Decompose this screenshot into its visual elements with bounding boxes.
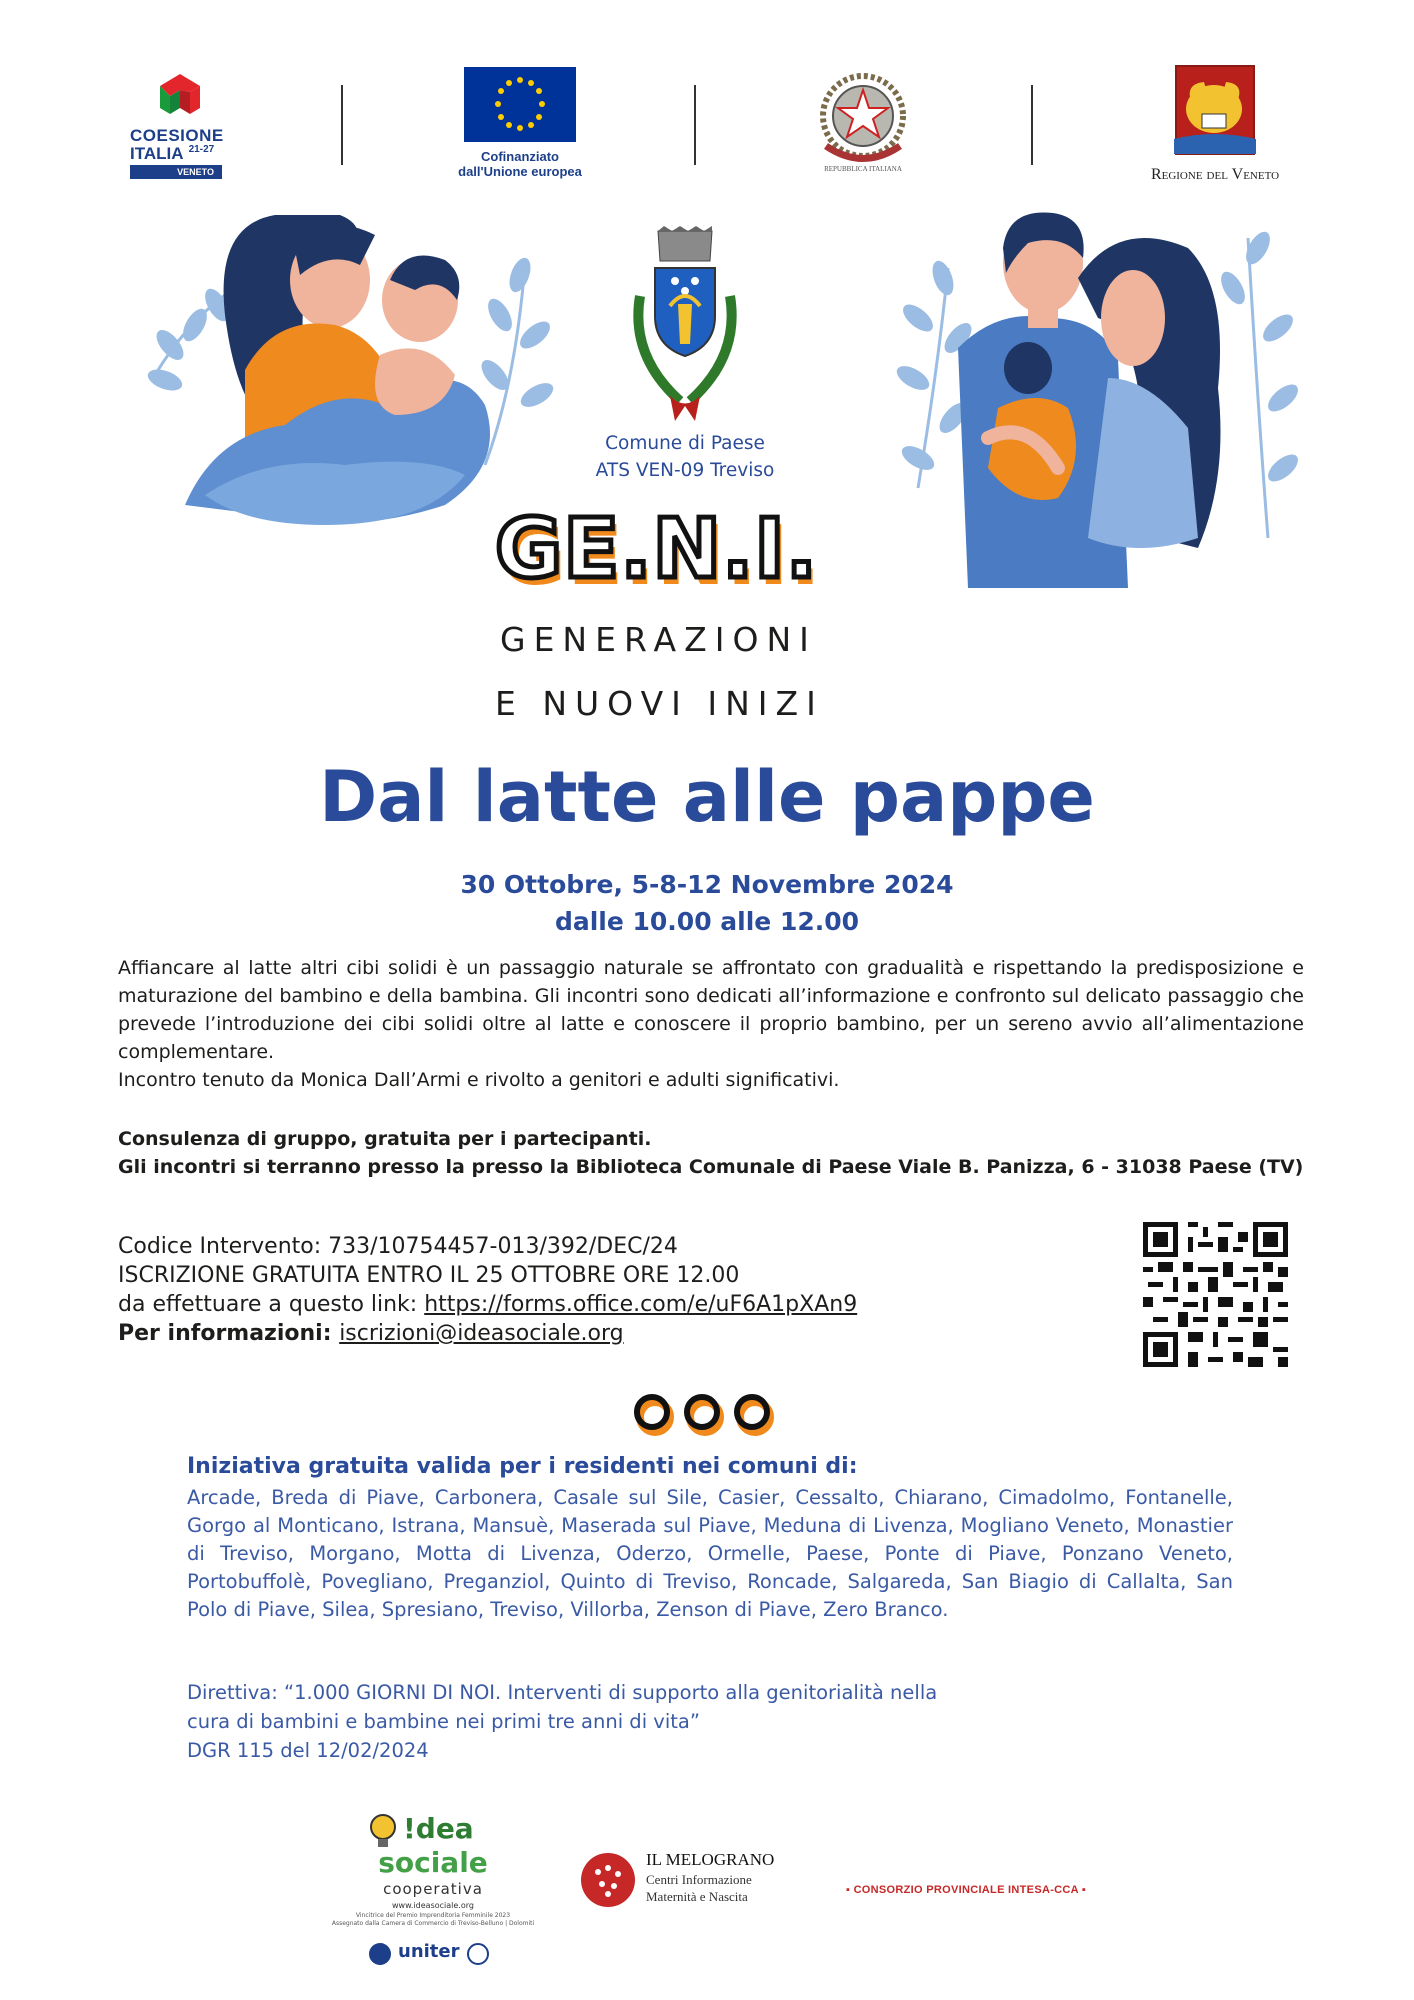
directive-line1: Direttiva: “1.000 GIORNI DI NOI. Interventi di supporto alla genitorialità nella xyxy=(187,1681,938,1704)
consorzio-mark-icon: ▪ xyxy=(846,1884,851,1896)
header-separator xyxy=(1031,85,1033,165)
mother-baby-illustration xyxy=(125,205,565,540)
link-line: da effettuare a questo link: https://forms.office.com/e/uF6A1pXAn9 xyxy=(118,1292,858,1317)
description xyxy=(118,954,1304,1094)
info-email-link[interactable]: iscrizioni@ideasociale.org xyxy=(339,1321,624,1346)
consorzio-logo xyxy=(846,1884,1116,1904)
header-separator xyxy=(694,85,696,165)
geni-line2: E NUOVI INIZI xyxy=(495,684,824,723)
registration-link[interactable]: https://forms.office.com/e/uF6A1pXAn9 xyxy=(424,1292,858,1317)
consorzio-text: CONSORZIO PROVINCIALE INTESA-CCA xyxy=(853,1884,1079,1896)
coesione-logo xyxy=(128,68,228,183)
description-speaker: Incontro tenuto da Monica Dall’Armi e rivolto a genitori e adulti significativi. xyxy=(118,1069,840,1091)
idea-sociale-logo xyxy=(318,1808,548,1993)
info-line: Per informazioni: iscrizioni@ideasociale.org xyxy=(118,1321,624,1346)
event-title: Dal latte alle pappe xyxy=(319,756,1095,838)
melograno-name: IL MELOGRANO xyxy=(646,1850,775,1869)
uniter-text: uniter xyxy=(398,1941,460,1962)
consulenza-text: Consulenza di gruppo, gratuita per i partecipanti. xyxy=(118,1128,652,1150)
family-illustration xyxy=(888,208,1298,598)
header-separator xyxy=(341,85,343,165)
melograno-line3: Maternità e Nascita xyxy=(646,1889,748,1904)
geni-acronym: GE.N.I. xyxy=(495,502,818,597)
repubblica-emblem xyxy=(808,66,918,176)
directive-line3: DGR 115 del 12/02/2024 xyxy=(187,1739,429,1762)
comune-crest-icon xyxy=(620,226,750,426)
melograno-logo xyxy=(578,1848,808,1928)
coesione-mark-icon xyxy=(150,68,210,120)
coesione-region: VENETO xyxy=(130,165,222,179)
residents-heading: Iniziativa gratuita valida per i residenti nei comuni di: xyxy=(187,1454,858,1479)
sociale-text: sociale xyxy=(378,1846,488,1879)
coesione-line2: ITALIA xyxy=(130,144,184,163)
directive xyxy=(187,1678,1187,1765)
coesione-line1: COESIONE xyxy=(130,126,224,145)
eu-caption: Cofinanziato dall'Unione europea xyxy=(458,149,582,179)
idea-award2: Assegnato dalla Camera di Commercio di Treviso-Belluno | Dolomiti xyxy=(331,1920,535,1927)
eu-logo xyxy=(450,67,590,187)
cooperativa-text: cooperativa xyxy=(383,1880,483,1898)
consorzio-mark-icon: ▪ xyxy=(1081,1884,1087,1896)
idea-url[interactable]: www.ideasociale.org xyxy=(392,1901,474,1910)
lion-of-saint-mark-icon xyxy=(1174,64,1256,156)
veneto-caption: Regione del Veneto xyxy=(1150,166,1280,183)
description-bold xyxy=(118,1125,1304,1181)
idea-text: !dea xyxy=(403,1812,474,1845)
comune-ats: ATS VEN-09 Treviso xyxy=(595,460,775,481)
event-dates: 30 Ottobre, 5-8-12 Novembre 2024 xyxy=(460,870,954,899)
directive-line2: cura di bambini e bambine nei primi tre anni di vita” xyxy=(187,1710,700,1733)
eu-flag-icon xyxy=(464,67,576,142)
repubblica-star-icon xyxy=(808,66,918,176)
registration xyxy=(118,1232,1018,1348)
comune-name: Comune di Paese xyxy=(605,433,765,454)
geni-line1: GENERAZIONI xyxy=(500,620,817,659)
idea-award: Vincitrice del Premio Imprenditoria Femminile 2023 xyxy=(355,1912,511,1919)
melograno-line2: Centri Informazione xyxy=(646,1872,752,1887)
residents-list: Arcade, Breda di Piave, Carbonera, Casale sul Sile, Casier, Cessalto, Chiarano, Cimadolmo, Fontanelle, Gorgo al Monticano, Istrana, Mansuè, Maserada sul Piave, Meduna di Livenza, Mogliano Veneto, Monastier di Treviso, Morgano, Motta di Livenza, Oderzo, Ormelle, Paese, Ponte di Piave, Ponzano Veneto, Portobuffolè, Povegliano, Preganziol, Quinto di Treviso, Roncade, Salgareda, San Biagio di Callalta, San Polo di Piave, Silea, Spresiano, Treviso, Villorba, Zenson di Piave, Zero Branco. xyxy=(187,1486,1233,1621)
iscrizione-gratuita: ISCRIZIONE GRATUITA ENTRO IL 25 OTTOBRE ORE 12.00 xyxy=(118,1263,740,1288)
pomegranate-icon xyxy=(578,1850,638,1910)
coesione-years: 21-27 xyxy=(188,144,215,155)
veneto-logo xyxy=(1130,64,1300,189)
three-dots-icon xyxy=(630,1385,780,1445)
qr-code-icon[interactable] xyxy=(1143,1222,1288,1367)
codice-intervento: Codice Intervento: 733/10754457-013/392/DEC/24 xyxy=(118,1234,678,1259)
comune-text xyxy=(560,430,810,484)
event-time: dalle 10.00 alle 12.00 xyxy=(554,907,860,936)
location-text: Gli incontri si terranno presso la presso la Biblioteca Comunale di Paese Viale B. Panizza, 6 - 31038 Paese (TV) xyxy=(118,1156,1304,1178)
description-paragraph: Affiancare al latte altri cibi solidi è un passaggio naturale se affrontato con gradualità e rispettando la predisposizione e maturazione del bambino e della bambina. Gli incontri sono dedicati all’informazione e confronto sul delicato passaggio che prevede l’introduzione dei cibi solidi oltre al latte e conoscere il proprio bambino, per un sereno avvio all’alimentazione complementare. xyxy=(118,957,1304,1063)
repubblica-text: REPUBBLICA ITALIANA xyxy=(824,165,902,173)
